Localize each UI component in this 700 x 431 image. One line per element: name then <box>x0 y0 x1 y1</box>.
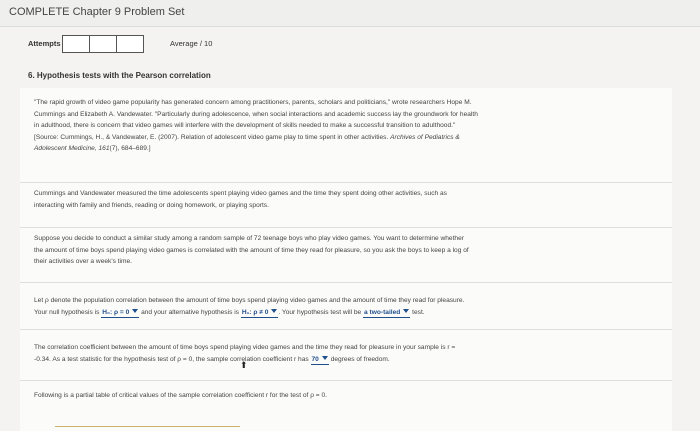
average-score: Average / 10 <box>170 39 213 48</box>
paragraph-table-intro <box>34 390 654 402</box>
paragraph-quote <box>34 97 654 155</box>
text-line: their activities over a week's time. <box>34 258 133 266</box>
attempt-box <box>89 35 117 53</box>
text-line: interacting with family and friends, reading or doing homework, or playing sports. <box>34 201 269 209</box>
citation-text: [Source: Cummings, H., & Vandewater, E. (2007). Relation of adolescent video game play to time spent in other activities. <box>34 133 389 141</box>
paragraph-hypothesis <box>34 295 654 318</box>
page-title: COMPLETE Chapter 9 Problem Set <box>9 6 185 18</box>
attempt-box <box>116 35 144 53</box>
null-hypothesis-value: H₀: ρ = 0 <box>102 308 130 316</box>
card-table-intro <box>20 381 672 431</box>
text-line <box>34 307 654 319</box>
tail-dropdown[interactable] <box>363 308 410 318</box>
text-line: Cummings and Elizabeth A. Vandewater. "Particularly during adolescence, when social interactions and academic success lay the groundwork for health <box>34 110 478 118</box>
chevron-down-icon <box>271 309 277 313</box>
chevron-down-icon <box>322 356 328 360</box>
table-top-border <box>55 426 240 427</box>
text-fragment: . Your hypothesis test will be <box>278 308 362 316</box>
text-line <box>34 143 654 155</box>
text-line: "The rapid growth of video game popularity has generated concern among practitioners, parents, scholars and politicians," wrote researchers Hope M. <box>34 99 472 106</box>
text-fragment: degrees of freedom. <box>330 355 390 363</box>
df-value: 70 <box>311 355 319 363</box>
text-line: Let ρ denote the population correlation between the amount of time boys spend playing video games and the amount of time they read for pleasure. <box>34 297 465 304</box>
mouse-cursor-icon: ⬆ <box>240 360 248 370</box>
text-line: the amount of time boys spend playing video games is correlated with the amount of time they read for pleasure, so you ask the boys to keep a log of <box>34 246 469 254</box>
df-dropdown[interactable] <box>311 355 329 365</box>
chevron-down-icon <box>132 309 138 313</box>
paragraph-study <box>34 233 654 268</box>
text-line: The correlation coefficient between the amount of time boys spend playing video games and the time they read for pleasure in your sample is r = <box>34 344 456 351</box>
text-line <box>34 132 654 144</box>
null-hypothesis-dropdown[interactable] <box>101 308 139 318</box>
journal-name-cont: Adolescent Medicine, 161 <box>34 145 110 153</box>
paragraph-context <box>34 188 654 211</box>
attempt-boxes <box>62 35 143 53</box>
journal-name: Archives of Pediatrics & <box>390 133 460 141</box>
paragraph-correlation <box>34 342 654 365</box>
text-line: Suppose you decide to conduct a similar study among a random sample of 72 teenage boys who play video games. You want to determine whether <box>34 235 464 242</box>
attempts-label: Attempts <box>28 39 61 48</box>
alt-hypothesis-dropdown[interactable] <box>241 308 279 318</box>
text-fragment: Your null hypothesis is <box>34 308 100 316</box>
citation-pages: (7), 684–689.] <box>109 145 151 153</box>
text-fragment: -0.34. As a test statistic for the hypothesis test of ρ = 0, the sample correlation coefficient r has <box>34 355 309 363</box>
question-heading: 6. Hypothesis tests with the Pearson correlation <box>28 71 211 80</box>
tail-value: a two-tailed <box>364 308 401 316</box>
title-bar <box>0 0 700 27</box>
text-line: in adulthood, there is concern that video games will interfere with the development of skills needed to make a successful transition to adulthood." <box>34 122 456 130</box>
text-line: Cummings and Vandewater measured the time adolescents spent playing video games and the time they spent doing other activities, such as <box>34 190 447 197</box>
text-line: Following is a partial table of critical values of the sample correlation coefficient r for the test of ρ = 0. <box>34 392 327 399</box>
text-line <box>34 354 654 366</box>
attempt-box <box>62 35 90 53</box>
text-fragment: and your alternative hypothesis is <box>141 308 239 316</box>
text-fragment: test. <box>412 308 425 316</box>
chevron-down-icon <box>403 309 409 313</box>
alt-hypothesis-value: H₁: ρ ≠ 0 <box>241 308 269 316</box>
